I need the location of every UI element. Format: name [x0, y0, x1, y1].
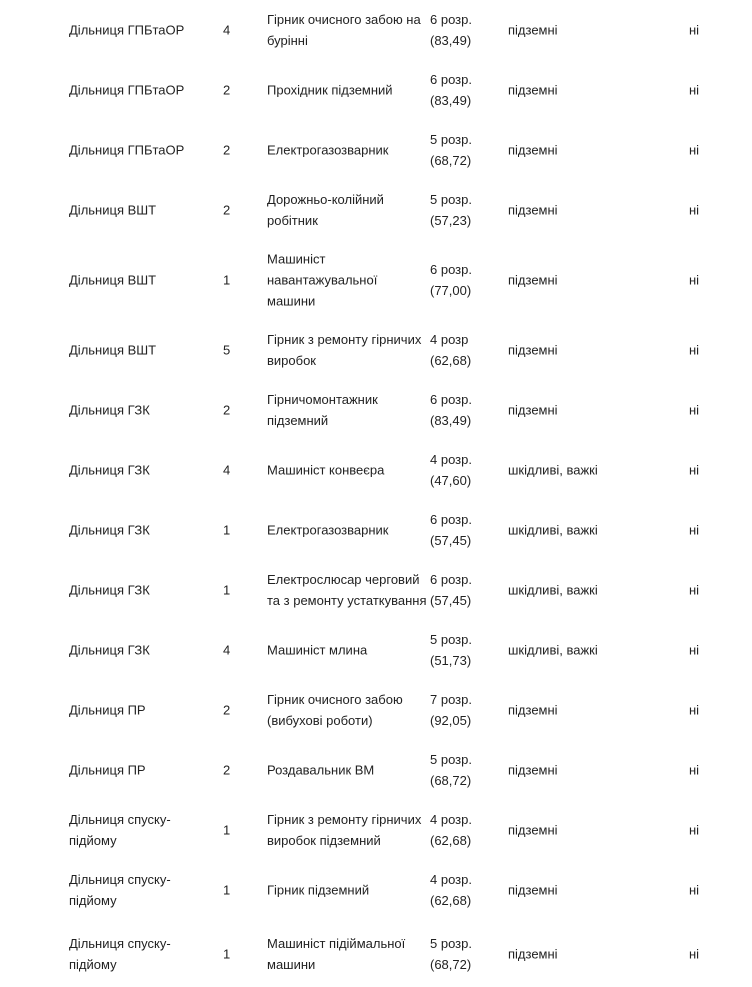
profession-cell: Електрогазозварник: [267, 522, 389, 538]
table-row: [0, 680, 752, 740]
conditions-cell: підземні: [508, 822, 558, 838]
grade-cell: 4 розр (62,68): [430, 332, 472, 368]
table-row: [0, 920, 752, 987]
conditions-cell: підземні: [508, 402, 558, 418]
profession-cell: Гірник очисного забою (вибухові роботи): [267, 692, 403, 728]
conditions-cell: підземні: [508, 142, 558, 158]
count-cell: 4: [223, 22, 231, 38]
unit-cell: Дільниця ГЗК: [69, 582, 150, 598]
conditions-cell: підземні: [508, 342, 558, 358]
profession-cell: Електрогазозварник: [267, 142, 389, 158]
table-row: [0, 120, 752, 180]
table-row: [0, 560, 752, 620]
unit-cell: Дільниця ВШТ: [69, 272, 157, 288]
grade-cell: 4 розр. (47,60): [430, 452, 472, 488]
grade-cell: 5 розр. (51,73): [430, 632, 472, 668]
table-row: [0, 320, 752, 380]
conditions-cell: підземні: [508, 946, 558, 961]
profession-cell: Електрослюсар черговий та з ремонту устаткування: [267, 572, 427, 608]
table-row: [0, 740, 752, 800]
profession-cell: Дорожньо-колійний робітник: [267, 192, 384, 228]
unit-cell: Дільниця ВШТ: [69, 342, 157, 358]
flag-cell: ні: [689, 342, 700, 358]
grade-cell: 4 розр. (62,68): [430, 872, 472, 908]
table-row: [0, 500, 752, 560]
conditions-cell: підземні: [508, 82, 558, 98]
grade-cell: 6 розр. (57,45): [430, 572, 472, 608]
flag-cell: ні: [689, 946, 700, 961]
table-row: [0, 860, 752, 920]
flag-cell: ні: [689, 462, 700, 478]
count-cell: 1: [223, 822, 231, 838]
grade-cell: 5 розр. (57,23): [430, 192, 472, 228]
flag-cell: ні: [689, 582, 700, 598]
count-cell: 2: [223, 202, 231, 218]
conditions-cell: шкідливі, важкі: [508, 462, 598, 478]
unit-cell: Дільниця спуску- підйому: [69, 872, 171, 908]
conditions-cell: шкідливі, важкі: [508, 582, 598, 598]
conditions-cell: підземні: [508, 272, 558, 288]
table-row: [0, 380, 752, 440]
grade-cell: 7 розр. (92,05): [430, 692, 472, 728]
count-cell: 2: [223, 402, 231, 418]
flag-cell: ні: [689, 402, 700, 418]
profession-cell: Гірничомонтажник підземний: [267, 392, 378, 428]
conditions-cell: підземні: [508, 22, 558, 38]
table-row: [0, 620, 752, 680]
conditions-cell: підземні: [508, 762, 558, 778]
profession-cell: Гірник з ремонту гірничих виробок підземний: [267, 812, 422, 848]
count-cell: 1: [223, 582, 231, 598]
flag-cell: ні: [689, 882, 700, 898]
grade-cell: 6 розр. (83,49): [430, 72, 472, 108]
unit-cell: Дільниця ГЗК: [69, 522, 150, 538]
table-row: [0, 0, 752, 60]
profession-cell: Машиніст підіймальної машини: [267, 935, 406, 972]
count-cell: 1: [223, 882, 231, 898]
count-cell: 4: [223, 462, 231, 478]
count-cell: 1: [223, 522, 231, 538]
grade-cell: 4 розр. (62,68): [430, 812, 472, 848]
profession-cell: Гірник з ремонту гірничих виробок: [267, 332, 422, 368]
profession-cell: Гірник підземний: [267, 882, 370, 898]
grade-cell: 6 розр. (77,00): [430, 262, 472, 298]
table-row: [0, 240, 752, 320]
profession-cell: Гірник очисного забою на бурінні: [267, 12, 421, 48]
count-cell: 5: [223, 342, 231, 358]
count-cell: 1: [223, 272, 231, 288]
unit-cell: Дільниця ГЗК: [69, 462, 150, 478]
table-row: [0, 180, 752, 240]
grade-cell: 5 розр. (68,72): [430, 752, 472, 788]
flag-cell: ні: [689, 642, 700, 658]
flag-cell: ні: [689, 702, 700, 718]
profession-cell: Роздавальник ВМ: [267, 762, 375, 778]
grade-cell: 5 розр. (68,72): [430, 935, 472, 972]
conditions-cell: підземні: [508, 202, 558, 218]
grade-cell: 6 розр. (83,49): [430, 12, 472, 48]
flag-cell: ні: [689, 142, 700, 158]
profession-cell: Машиніст млина: [267, 642, 368, 658]
table-row: [0, 60, 752, 120]
flag-cell: ні: [689, 202, 700, 218]
unit-cell: Дільниця ПР: [69, 762, 146, 778]
grade-cell: 6 розр. (83,49): [430, 392, 472, 428]
unit-cell: Дільниця ГПБтаОР: [69, 142, 185, 158]
unit-cell: Дільниця спуску- підйому: [69, 812, 171, 848]
profession-cell: Машиніст навантажувальної машини: [267, 251, 378, 309]
profession-cell: Прохідник підземний: [267, 82, 393, 98]
conditions-cell: підземні: [508, 882, 558, 898]
flag-cell: ні: [689, 522, 700, 538]
grade-cell: 5 розр. (68,72): [430, 132, 472, 168]
profession-cell: Машиніст конвеєра: [267, 462, 385, 478]
flag-cell: ні: [689, 22, 700, 38]
conditions-cell: підземні: [508, 702, 558, 718]
table-row: [0, 800, 752, 860]
count-cell: 2: [223, 762, 231, 778]
flag-cell: ні: [689, 272, 700, 288]
unit-cell: Дільниця спуску- підйому: [69, 935, 171, 972]
unit-cell: Дільниця ПР: [69, 702, 146, 718]
count-cell: 1: [223, 946, 231, 961]
conditions-cell: шкідливі, важкі: [508, 522, 598, 538]
flag-cell: ні: [689, 762, 700, 778]
unit-cell: Дільниця ГЗК: [69, 402, 150, 418]
flag-cell: ні: [689, 822, 700, 838]
unit-cell: Дільниця ГПБтаОР: [69, 22, 185, 38]
count-cell: 2: [223, 142, 231, 158]
grade-cell: 6 розр. (57,45): [430, 512, 472, 548]
count-cell: 2: [223, 702, 231, 718]
unit-cell: Дільниця ВШТ: [69, 202, 157, 218]
unit-cell: Дільниця ГПБтаОР: [69, 82, 185, 98]
count-cell: 2: [223, 82, 231, 98]
flag-cell: ні: [689, 82, 700, 98]
table-row: [0, 440, 752, 500]
conditions-cell: шкідливі, важкі: [508, 642, 598, 658]
unit-cell: Дільниця ГЗК: [69, 642, 150, 658]
count-cell: 4: [223, 642, 231, 658]
